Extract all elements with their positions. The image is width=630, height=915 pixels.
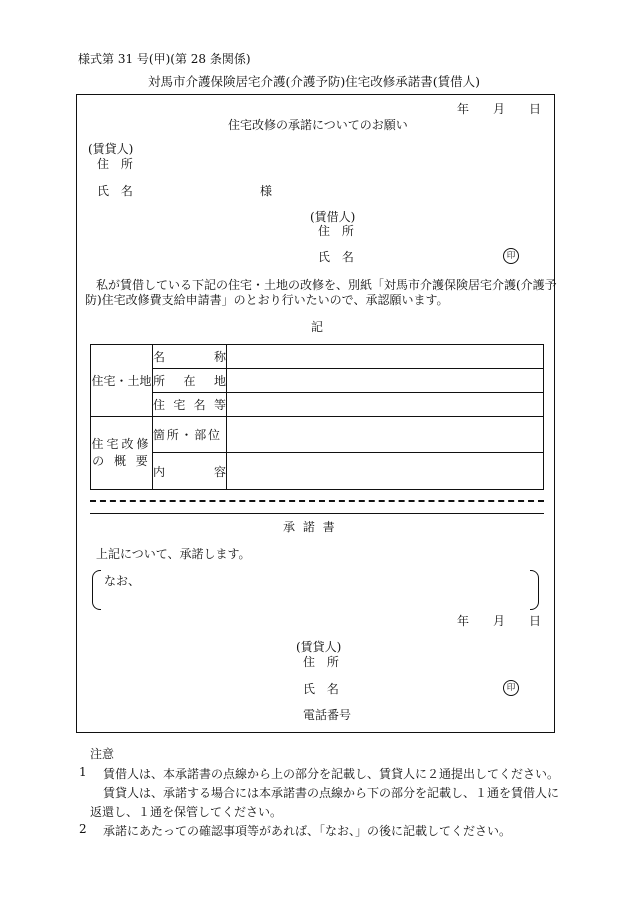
note-1b-line2: 返還し、１通を保管してください。	[90, 805, 283, 819]
date-year: 年	[457, 102, 470, 116]
consent-date-month: 月	[493, 614, 506, 628]
lessee-address-label: 住 所	[318, 224, 358, 238]
request-title: 住宅改修の承諾についてのお願い	[228, 118, 408, 132]
renovation-content-label: 内 容	[153, 453, 227, 490]
consent-address-label: 住 所	[303, 655, 343, 669]
cut-line	[90, 500, 544, 502]
note-2-text: 承諾にあたっての確認事項等があれば、「なお、」の後に記載してください。	[103, 824, 512, 838]
lessee-label: (賃借人)	[310, 210, 356, 224]
note-bracket-left	[92, 570, 101, 610]
renovation-group-label-line1: 住宅改修	[91, 437, 152, 451]
property-group-label: 住宅・土地	[91, 345, 153, 417]
ki-heading: 記	[311, 320, 324, 334]
renovation-group-label	[91, 417, 153, 490]
consent-title: 承 諾 書	[283, 520, 337, 534]
renovation-location-field[interactable]	[227, 417, 544, 453]
property-location-field[interactable]	[227, 369, 544, 393]
consent-date-day: 日	[529, 614, 542, 628]
form-title: 対馬市介護保険居宅介護(介護予防)住宅改修承諾書(賃借人)	[148, 74, 481, 89]
renovation-location-label: 箇所・部位	[153, 417, 227, 453]
consent-lessor-label: (賃貸人)	[296, 640, 342, 654]
notes-title: 注意	[90, 747, 115, 761]
consent-seal-mark: 印	[503, 680, 519, 696]
lessee-name-label: 氏 名	[318, 250, 358, 264]
nao-label: なお、	[104, 574, 141, 588]
date-day: 日	[529, 102, 542, 116]
lessor-name-label: 氏 名	[97, 184, 137, 198]
lessor-label: (賃貸人)	[88, 142, 134, 156]
consent-statement: 上記について、承諾します。	[96, 547, 251, 561]
consent-date-year: 年	[457, 614, 470, 628]
date-month: 月	[493, 102, 506, 116]
note-1-text: 賃借人は、本承諾書の点線から上の部分を記載し、賃貸人に２通提出してください。	[103, 767, 560, 781]
consent-divider	[90, 513, 544, 514]
note-2-number: 2	[79, 822, 87, 836]
property-name-field[interactable]	[227, 345, 544, 369]
note-1-number: 1	[79, 765, 87, 779]
honorific: 様	[260, 184, 273, 198]
seal-mark: 印	[503, 248, 519, 264]
property-name-label: 名 称	[153, 345, 227, 369]
property-location-label: 所 在 地	[153, 369, 227, 393]
details-table	[90, 344, 544, 490]
note-bracket-right	[530, 570, 539, 610]
lessor-address-label: 住 所	[97, 157, 137, 171]
consent-name-label: 氏 名	[303, 682, 343, 696]
note-1b-line1: 賃貸人は、承諾する場合には本承諾書の点線から下の部分を記載し、１通を賃借人に	[103, 786, 560, 800]
phone-label: 電話番号	[303, 708, 352, 722]
renovation-group-label-line2: の 概 要	[92, 454, 151, 468]
renovation-content-field[interactable]	[227, 453, 544, 490]
form-number: 様式第 31 号(甲)(第 28 条関係)	[78, 52, 251, 66]
property-building-label: 住 宅 名 等	[153, 393, 227, 417]
request-body-line1: 私が賃借している下記の住宅・土地の改修を、別紙「対馬市介護保険居宅介護(介護予	[96, 278, 557, 292]
request-body-line2: 防)住宅改修費支給申請書」のとおり行いたいので、承認願います。	[85, 293, 449, 307]
property-building-field[interactable]	[227, 393, 544, 417]
